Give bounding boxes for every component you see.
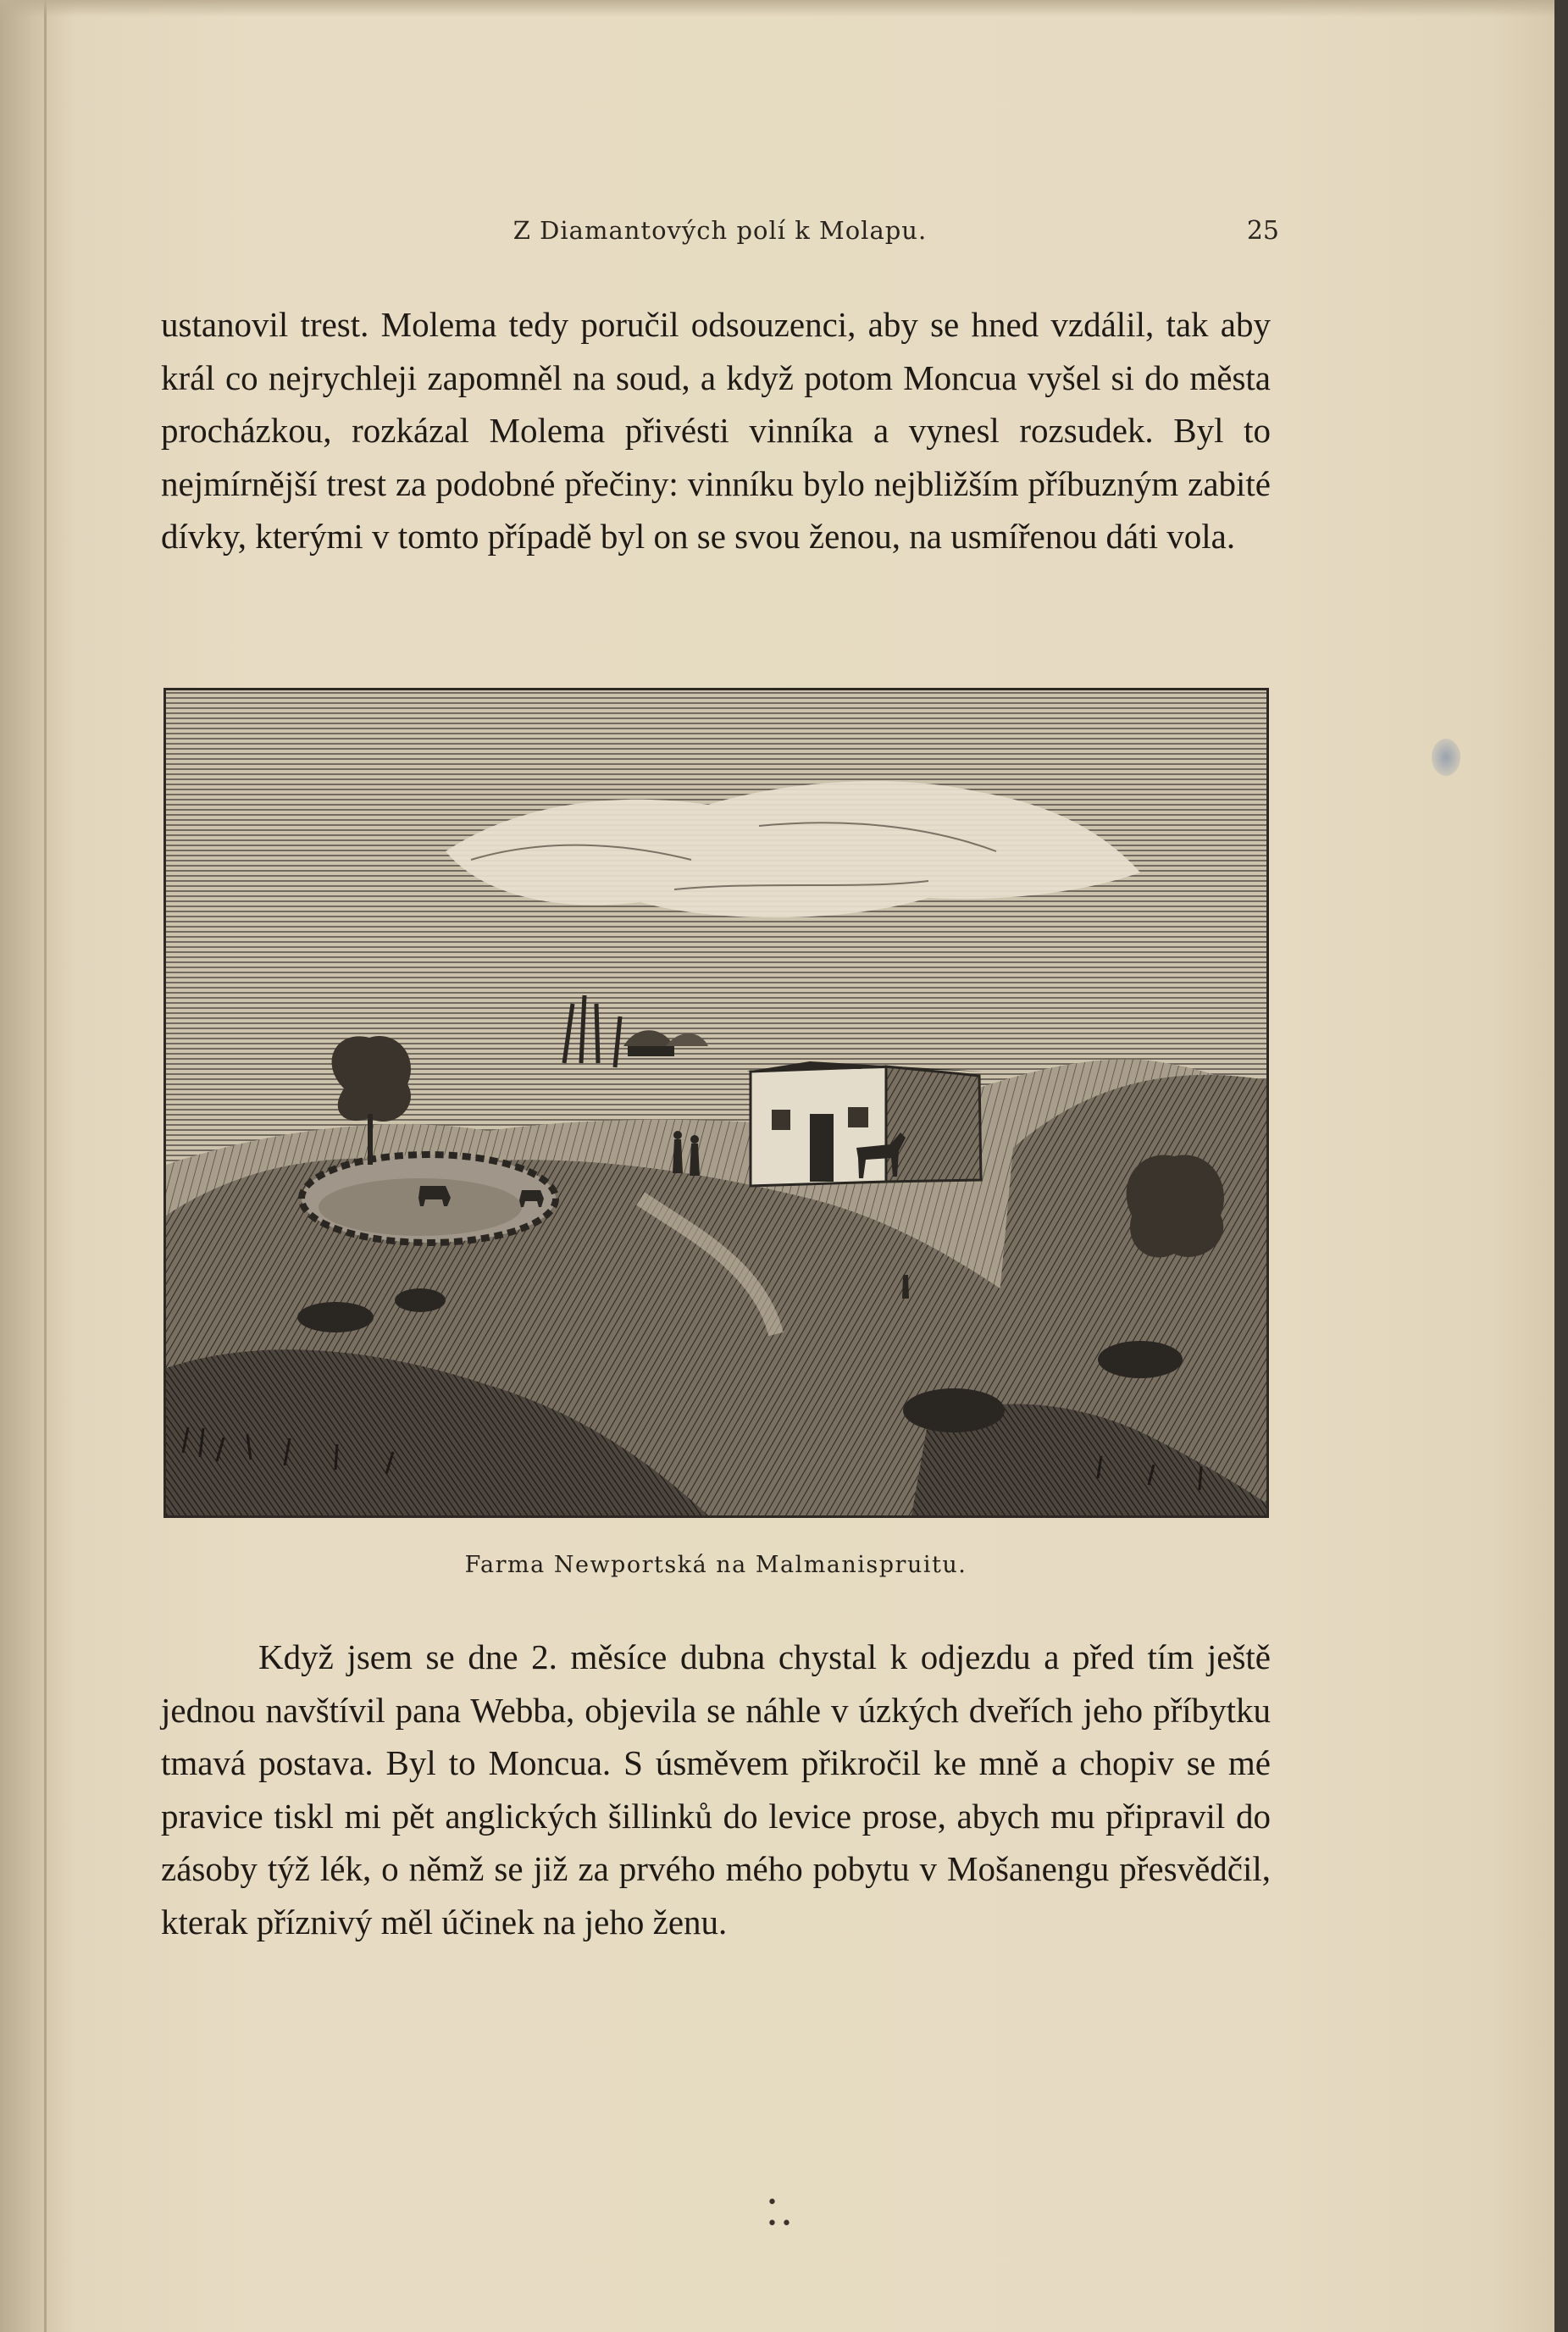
illustration-caption: Farma Newportská na Malmanispruitu. xyxy=(464,1552,967,1578)
signature-mark: • •• xyxy=(767,2192,795,2235)
page-gutter xyxy=(44,0,47,2332)
running-title: Z Diamantových polí k Molapu. xyxy=(513,216,928,245)
paper-stain xyxy=(1432,739,1460,776)
engraving-illustration xyxy=(163,688,1269,1518)
body-paragraph-2: Když jsem se dne 2. měsíce dubna chystal k odjezdu a před tím ještě jednou navštívil pana Webba, objevila se náhle v úzkých dveřích jeho příbytku tmavá postava. Byl to Moncua. S úsměvem přikročil ke mně a chopiv se mé pravice tiskl mi pět anglických šillinků do levice prose, abych mu připravil do zásoby týž lék, o němž se již za prvého mého pobytu v Mošanengu přesvědčil, kterak příznivý měl účinek na jeho ženu. xyxy=(161,1637,1271,1941)
farm-engraving xyxy=(166,690,1266,1515)
page-top-edge xyxy=(0,0,1568,17)
page-right-edge xyxy=(1554,0,1568,2332)
body-paragraph-1: ustanovil trest. Molema tedy poručil odsouzenci, aby se hned vzdálil, tak aby král co nejrychleji zapomněl na soud, a když potom Moncua vyšel si do města procházkou, rozkázal Molema přivésti vinníka a vynesl rozsudek. Byl to nejmírnější trest za podobné přečiny: vinníku bylo nejbližším příbuzným zabité dívky, kterými v tomto případě byl on se svou ženou, na usmířenou dáti vola. xyxy=(161,305,1271,556)
page-number: 25 xyxy=(1246,216,1279,246)
